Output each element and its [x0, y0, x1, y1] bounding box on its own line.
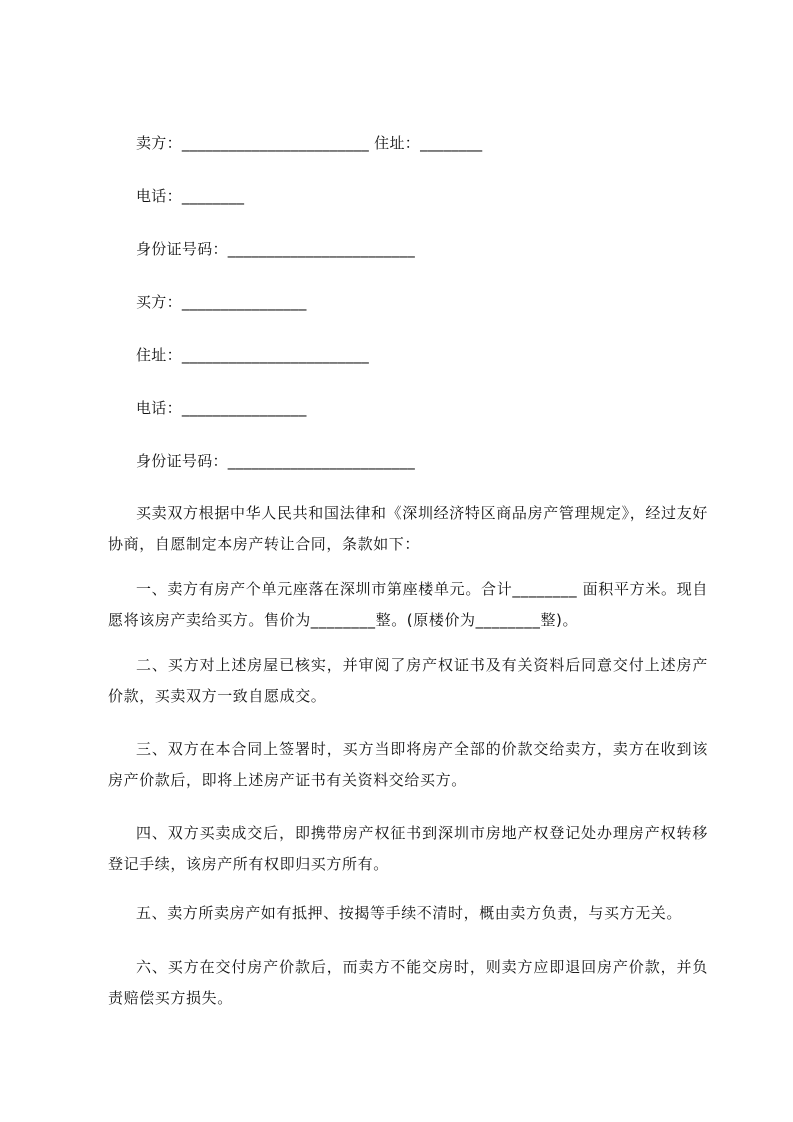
buyer-phone-field: 电话：________________ [136, 399, 307, 417]
clause-5: 五、卖方所卖房产如有抵押、按揭等手续不清时，概由卖方负责，与买方无关。 [136, 904, 683, 922]
seller-name-address-field: 卖方：________________________ 住址：________ [136, 134, 483, 152]
seller-id-number-field: 身份证号码：________________________ [136, 240, 416, 258]
seller-phone-field: 电话：________ [136, 187, 245, 205]
buyer-address-field: 住址：________________________ [136, 346, 370, 364]
clause-1: 一、卖方有房产个单元座落在深圳市第座楼单元。合计________ 面积平方米。现自愿将该房产卖给买方。售价为________整。(原楼价为________整)。 [108, 580, 708, 629]
clause-3: 三、双方在本合同上签署时，买方当即将房产全部的价款交给卖方，卖方在收到该房产价款后，即将上述房产证书有关资料交给买方。 [108, 740, 708, 789]
clause-4: 四、双方买卖成交后，即携带房产权征书到深圳市房地产权登记处办理房产权转移登记手续，该房产所有权即归买方所有。 [108, 824, 708, 873]
clause-2: 二、买方对上述房屋已核实，并审阅了房产权证书及有关资料后同意交付上述房产价款，买卖双方一致自愿成交。 [108, 656, 708, 705]
buyer-name-field: 买方：________________ [136, 293, 307, 311]
buyer-id-number-field: 身份证号码：________________________ [136, 452, 416, 470]
clause-6: 六、买方在交付房产价款后，而卖方不能交房时，则卖方应即退回房产价款，并负责赔偿买方损失。 [108, 958, 708, 1007]
intro-paragraph: 买卖双方根据中华人民共和国法律和《深圳经济特区商品房产管理规定》，经过友好协商，自愿制定本房产转让合同，条款如下： [108, 504, 708, 553]
